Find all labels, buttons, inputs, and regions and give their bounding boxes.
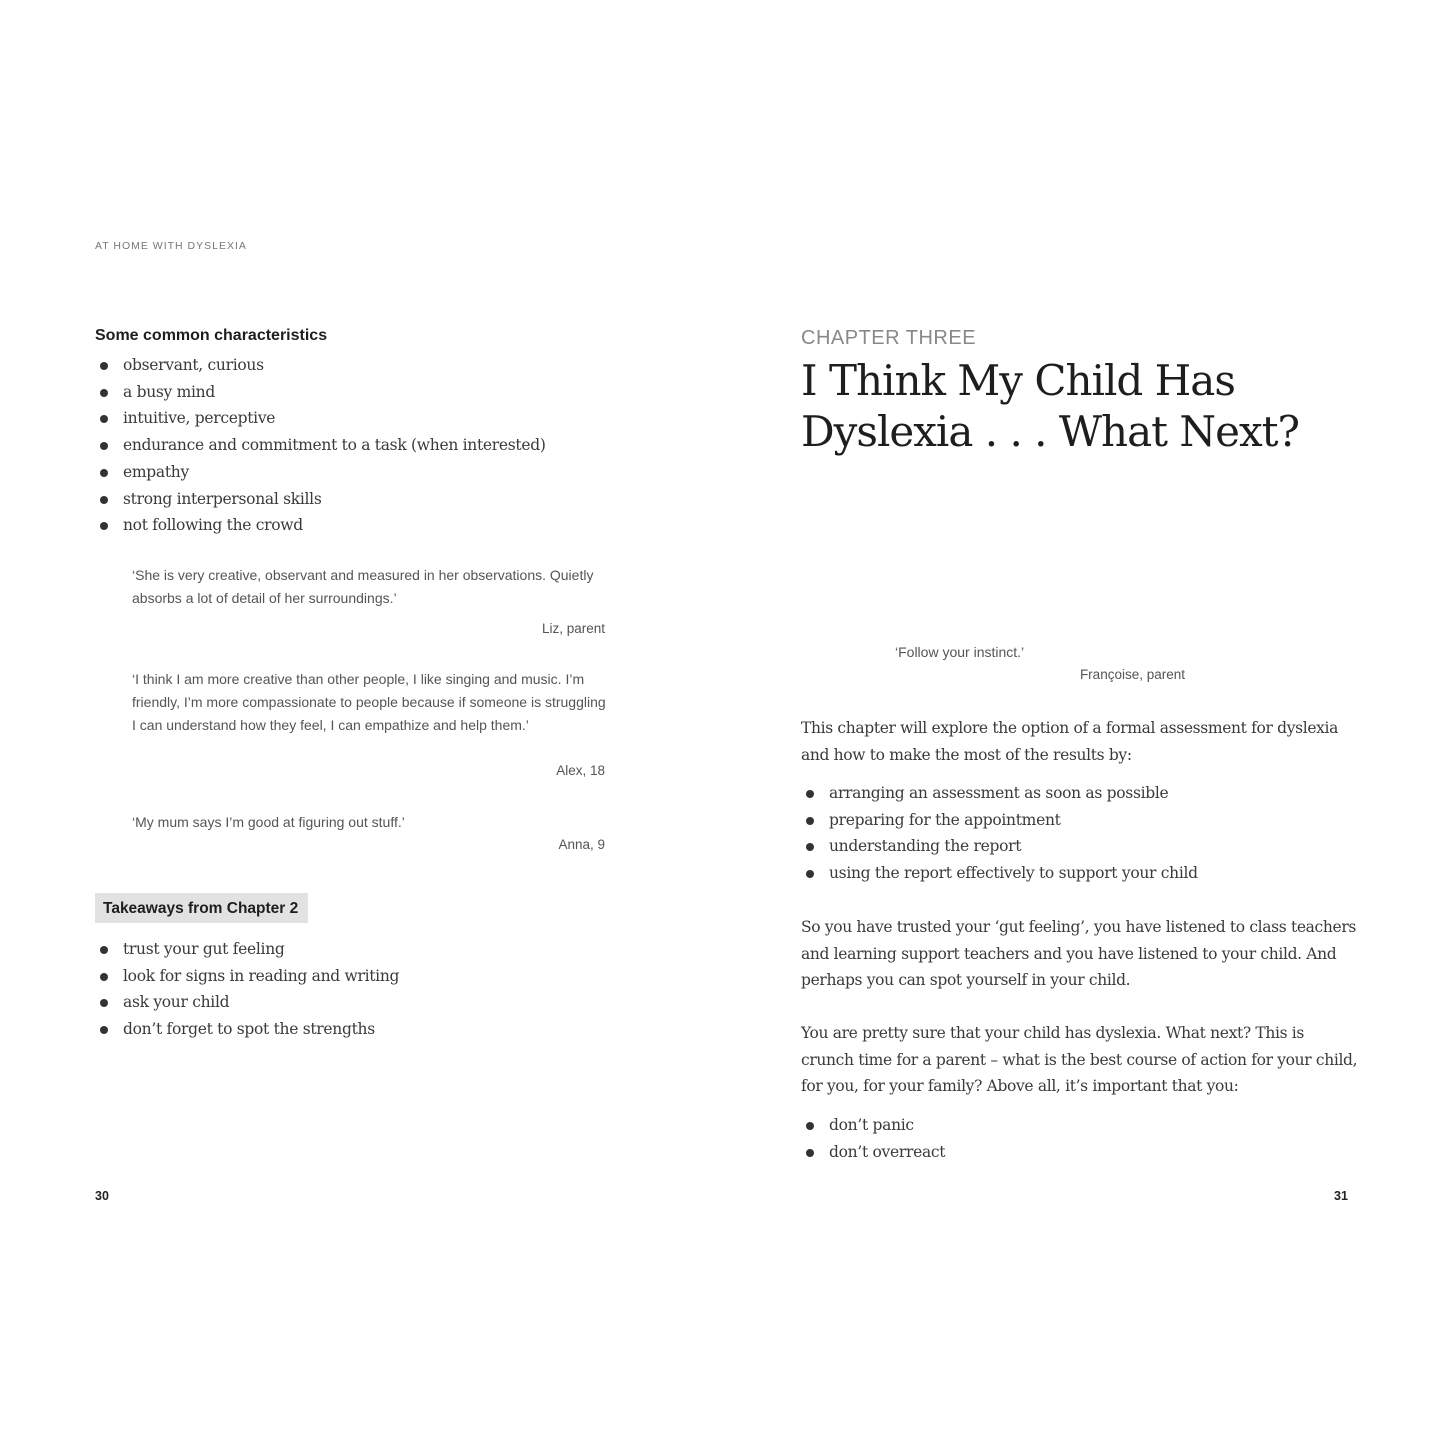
chapter-title-line: I Think My Child Has — [801, 356, 1235, 405]
quote-attribution: Anna, 9 — [558, 837, 605, 852]
final-bullet-list — [803, 1112, 945, 1165]
list-item: arranging an assessment as soon as possible — [803, 780, 1198, 807]
quote-text: ‘My mum says I’m good at figuring out stuff.’ — [132, 814, 405, 830]
chapter-title-line: Dyslexia . . . What Next? — [801, 407, 1300, 456]
characteristics-list — [97, 352, 546, 539]
list-item: empathy — [97, 459, 546, 486]
running-head: AT HOME WITH DYSLEXIA — [95, 240, 247, 252]
body-paragraph: You are pretty sure that your child has dyslexia. What next? This is crunch time for a parent – what is the best course of action for your child, for you, for your family? Above all, it’s important that you: — [801, 1024, 1358, 1095]
list-item: look for signs in reading and writing — [97, 963, 399, 990]
chapter-title — [801, 355, 1361, 457]
list-item: intuitive, perceptive — [97, 405, 546, 432]
list-item: not following the crowd — [97, 512, 546, 539]
list-item: using the report effectively to support your child — [803, 860, 1198, 887]
intro-bullet-list — [803, 780, 1198, 887]
takeaways-list — [97, 936, 399, 1043]
list-item: don’t panic — [803, 1112, 945, 1139]
page-number-left: 30 — [95, 1189, 109, 1203]
list-item: trust your gut feeling — [97, 936, 399, 963]
quote-attribution: Alex, 18 — [556, 763, 605, 778]
list-item: understanding the report — [803, 833, 1198, 860]
takeaways-heading: Takeaways from Chapter 2 — [95, 893, 308, 923]
list-item: strong interpersonal skills — [97, 486, 546, 513]
quote-text: ‘She is very creative, observant and measured in her observations. Quietly absorbs a lot of detail of her surroundings.’ — [132, 567, 594, 607]
epigraph-attribution: Françoise, parent — [1079, 667, 1185, 682]
epigraph-text: ‘Follow your instinct.’ — [895, 644, 1025, 660]
intro-paragraph: This chapter will explore the option of a formal assessment for dyslexia and how to make the most of the results by: — [801, 719, 1339, 764]
list-item: endurance and commitment to a task (when interested) — [97, 432, 546, 459]
page-number-right: 31 — [1334, 1189, 1348, 1203]
section-heading: Some common characteristics — [95, 327, 328, 344]
list-item: don’t forget to spot the strengths — [97, 1016, 399, 1043]
body-paragraph: So you have trusted your ‘gut feeling’, you have listened to class teachers and learning support teachers and you have listened to your child. And perhaps you can spot yourself in your child. — [801, 918, 1357, 989]
list-item: a busy mind — [97, 379, 546, 406]
quote-text: ‘I think I am more creative than other people, I like singing and music. I’m friendly, I’m more compassionate to people because if someone is struggling I can understand how they feel, I can empathize and help them.’ — [132, 671, 606, 734]
chapter-label: CHAPTER THREE — [801, 327, 977, 349]
list-item: preparing for the appointment — [803, 807, 1198, 834]
list-item: observant, curious — [97, 352, 546, 379]
list-item: don’t overreact — [803, 1139, 945, 1166]
list-item: ask your child — [97, 989, 399, 1016]
quote-attribution: Liz, parent — [541, 621, 605, 636]
